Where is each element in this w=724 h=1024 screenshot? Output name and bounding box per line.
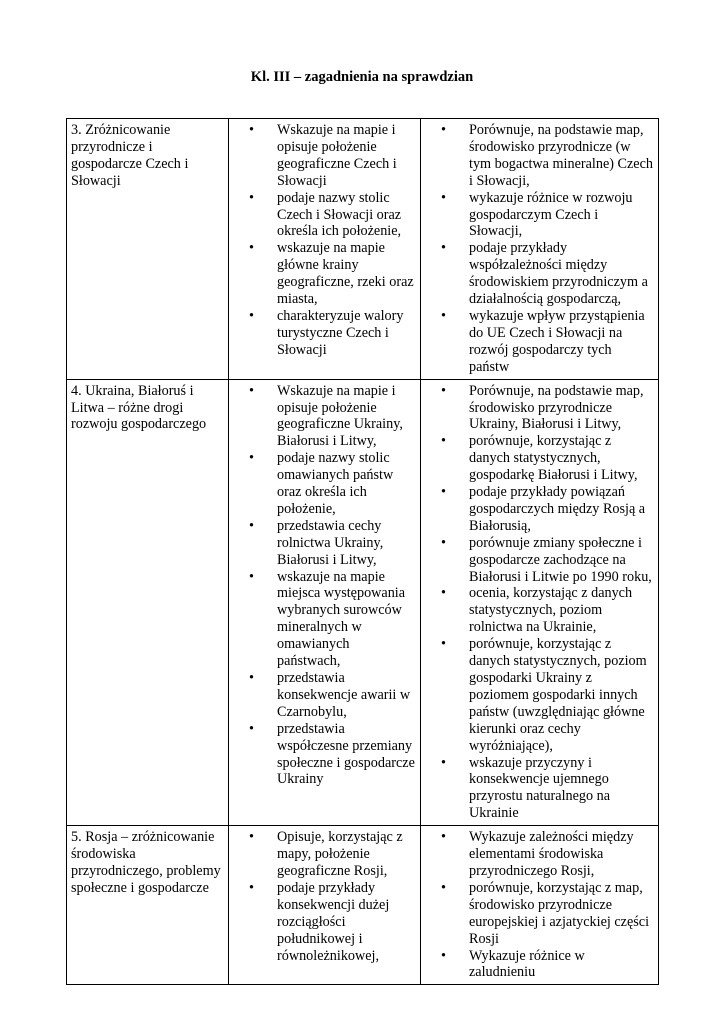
list-item: • podaje nazwy stolic Czech i Słowacji oraz określa ich położenie, [233,190,416,241]
extended-requirements-cell [421,119,659,380]
list-item: • porównuje, korzystając z map, środowisko przyrodnicze europejskiej i azjatyckiej części Rosji [425,880,654,948]
bullet-list [233,122,416,359]
topic-cell [67,826,229,985]
bullet-list [233,383,416,789]
list-item: • podaje nazwy stolic omawianych państw oraz określa ich położenie, [233,450,416,518]
list-item: • Wskazuje na mapie i opisuje położenie geograficzne Czech i Słowacji [233,122,416,190]
page-title: Kl. III – zagadnienia na sprawdzian [250,69,474,85]
extended-requirements-cell [421,379,659,826]
list-item: • podaje przykłady powiązań gospodarczych między Rosją a Białorusią, [425,484,654,535]
list-item: • Porównuje, na podstawie map, środowisko przyrodnicze Ukrainy, Białorusi i Litwy, [425,383,654,434]
list-item: • porównuje, korzystając z danych statystycznych, gospodarkę Białorusi i Litwy, [425,433,654,484]
extended-requirements-cell [421,826,659,985]
topic-name: 4. Ukraina, Białoruś i Litwa – różne drogi rozwoju gospodarczego [71,382,207,433]
list-item: • Wskazuje na mapie i opisuje położenie geograficzne Ukrainy, Białorusi i Litwy, [233,383,416,451]
bullet-list [425,829,654,981]
list-item: • wskazuje na mapie główne krainy geograficzne, rzeki oraz miasta, [233,240,416,308]
list-item: • Porównuje, na podstawie map, środowisko przyrodnicze (w tym bogactwa mineralne) Czech i Słowacji, [425,122,654,190]
bullet-list [233,829,416,964]
bullet-list [425,122,654,376]
list-item: • Wykazuje zależności między elementami środowiska przyrodniczego Rosji, [425,829,654,880]
list-item: • wykazuje wpływ przystąpienia do UE Czech i Słowacji na rozwój gospodarczy tych państw [425,308,654,376]
topic-name: 3. Zróżnicowanie przyrodnicze i gospodarcze Czech i Słowacji [71,122,189,189]
topic-cell [67,119,229,380]
basic-requirements-cell [229,826,421,985]
list-item: • Opisuje, korzystając z mapy, położenie geograficzne Rosji, [233,829,416,880]
list-item: • ocenia, korzystając z danych statystycznych, poziom rolnictwa na Ukrainie, [425,585,654,636]
topic-cell [67,379,229,826]
topics-table [66,118,659,985]
table-row [67,119,659,380]
topics-table-body [67,119,659,985]
list-item: • wskazuje na mapie miejsca występowania wybranych surowców mineralnych w omawianych państwach, [233,569,416,670]
table-row [67,379,659,826]
list-item: • przedstawia konsekwencje awarii w Czarnobylu, [233,670,416,721]
topic-name: 5. Rosja – zróżnicowanie środowiska przyrodniczego, problemy społeczne i gospodarcze [71,829,221,896]
list-item: • przedstawia cechy rolnictwa Ukrainy, Białorusi i Litwy, [233,518,416,569]
list-item: • przedstawia współczesne przemiany społeczne i gospodarcze Ukrainy [233,721,416,789]
table-row [67,826,659,985]
list-item: • podaje przykłady konsekwencji dużej rozciągłości południkowej i równoleżnikowej, [233,880,416,965]
list-item: • charakteryzuje walory turystyczne Czech i Słowacji [233,308,416,359]
basic-requirements-cell [229,379,421,826]
list-item: • porównuje, korzystając z danych statystycznych, poziom gospodarki Ukrainy z poziomem gospodarki innych państw (uwzględniając główne kierunki oraz cechy wyróżniające), [425,636,654,754]
list-item: • wykazuje różnice w rozwoju gospodarczym Czech i Słowacji, [425,190,654,241]
basic-requirements-cell [229,119,421,380]
list-item: • Wykazuje różnice w zaludnieniu [425,948,654,982]
list-item: • wskazuje przyczyny i konsekwencje ujemnego przyrostu naturalnego na Ukrainie [425,755,654,823]
list-item: • porównuje zmiany społeczne i gospodarcze zachodzące na Białorusi i Litwie po 1990 roku, [425,535,654,586]
list-item: • podaje przykłady współzależności między środowiskiem przyrodniczym a działalnością gospodarczą, [425,240,654,308]
bullet-list [425,383,654,823]
